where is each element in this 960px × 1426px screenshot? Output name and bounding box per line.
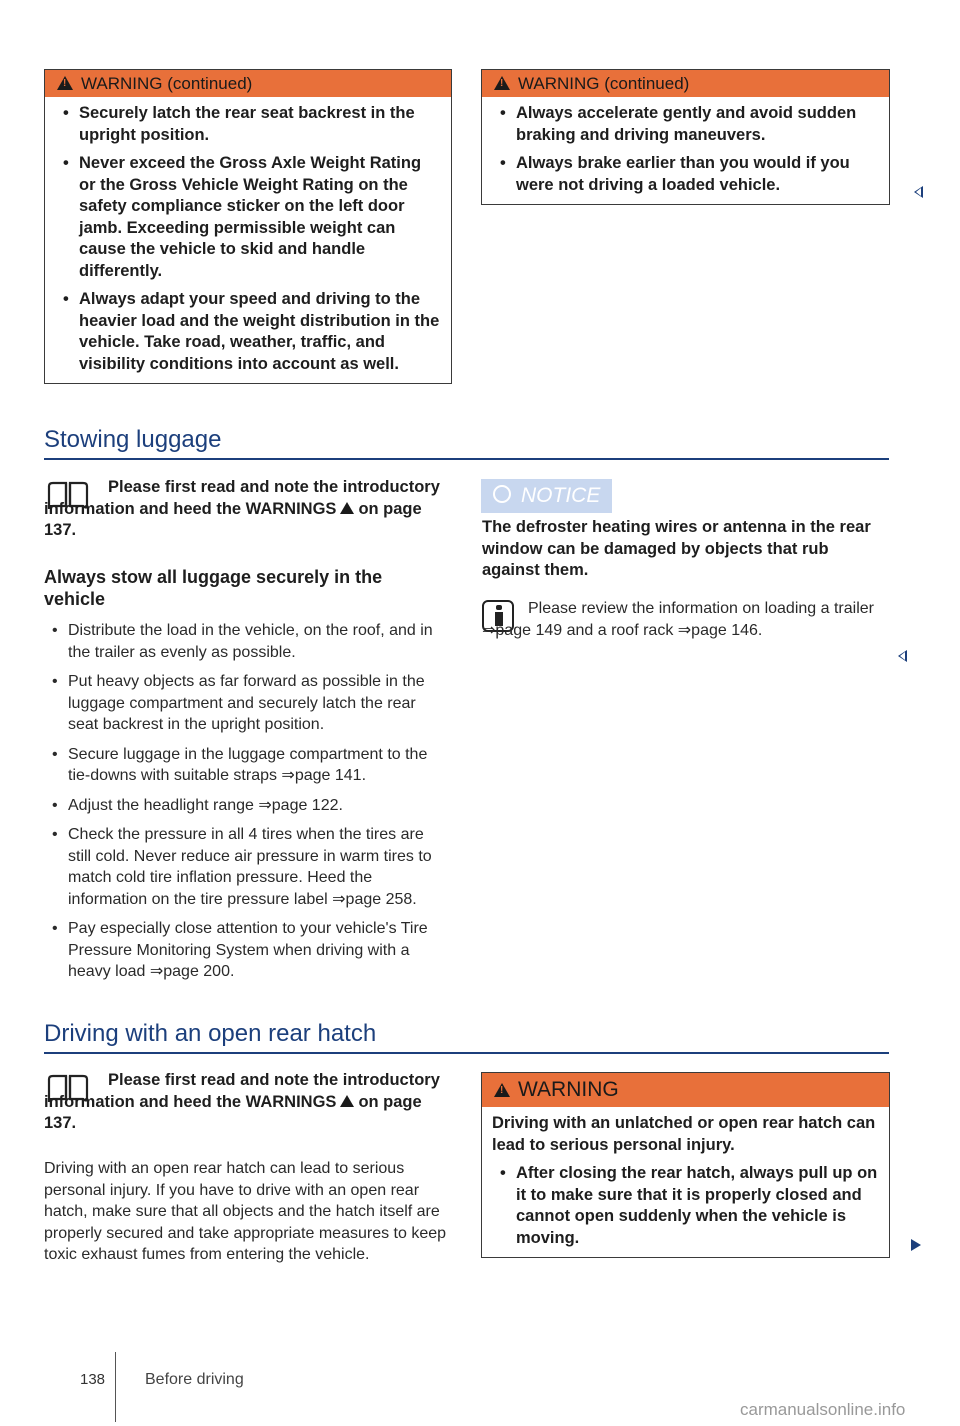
warning-header: !WARNING (continued) (482, 69, 889, 97)
warning-item: • After closing the rear hatch, always pull up on it to make sure that it is properly closed and cannot open suddenly when the vehicle is moving. (492, 1163, 879, 1249)
warning-header: !WARNING (continued) (45, 69, 451, 97)
warning-box-continued-right (481, 69, 890, 205)
list-item: • Put heavy objects as far forward as possible in the luggage compartment and securely latch the rear seat backrest in the upright position. (44, 671, 450, 736)
notice-text: The defroster heating wires or antenna in the rear window can be damaged by objects that rub against them. (482, 518, 871, 579)
list-item: • Pay especially close attention to your vehicle's Tire Pressure Monitoring System when driving with a heavy load ⇒page 200. (44, 918, 450, 983)
warning-item: • Always accelerate gently and avoid sudden braking and driving maneuvers. (492, 103, 879, 146)
warning-triangle-icon (494, 76, 510, 90)
notice-badge: NOTICE (481, 479, 612, 513)
footer-divider (115, 1352, 116, 1422)
warning-item: • Always adapt your speed and driving to the heavier load and the weight distribution in the vehicle. Take road, weather, traffic, and visibility conditions into account as well. (55, 289, 441, 375)
list-item: • Check the pressure in all 4 tires when the tires are still cold. Never reduce air pressure in warm tires to match cold tire inflation pressure. Heed the information on the tire pressure label ⇒page 258. (44, 824, 450, 910)
warning-triangle-icon (340, 1095, 354, 1107)
warning-item: • Never exceed the Gross Axle Weight Rating or the Gross Vehicle Weight Rating on the safety compliance sticker on the left door jamb. Exceeding permissible weight can cause the vehicle to skid and handle differently. (55, 153, 441, 282)
list-item: • Secure luggage in the luggage compartment to the tie-downs with suitable straps ⇒page 141. (44, 744, 450, 787)
continued-arrow-icon (911, 1239, 921, 1251)
info-text: Please review the information on loading a trailer ⇒page 149 and a roof rack ⇒page 146. (482, 600, 874, 639)
warning-triangle-icon (57, 76, 73, 90)
warning-triangle-icon (340, 502, 354, 514)
warning-item: • Always brake earlier than you would if you were not driving a loaded vehicle. (492, 153, 879, 196)
section-title-stowing: Stowing luggage (44, 426, 222, 453)
list-item: • Adjust the headlight range ⇒page 122. (44, 795, 450, 817)
warning-box-hatch (481, 1072, 890, 1258)
intro-note-hatch: Please first read and note the introductory information and heed the WARNINGS on page 137. (44, 1071, 440, 1132)
chapter-title: Before driving (145, 1371, 244, 1388)
end-of-section-icon (898, 650, 907, 662)
page-number: 138 (80, 1371, 106, 1388)
watermark: carmanualsonline.info (740, 1400, 906, 1419)
end-of-section-icon (914, 186, 923, 198)
warning-lead: Driving with an unlatched or open rear hatch can lead to serious personal injury. (492, 1114, 876, 1154)
section-rule (44, 458, 889, 460)
subheading-stow: Always stow all luggage securely in the vehicle (44, 567, 383, 609)
warning-item: • Securely latch the rear seat backrest in the upright position. (55, 103, 441, 146)
notice-circle-icon (493, 485, 511, 503)
warning-header: !WARNING (482, 1072, 889, 1107)
hatch-body-text: Driving with an open rear hatch can lead to serious personal injury. If you have to drive with an open rear hatch, make sure that all objects and the hatch itself are properly secured and take appropriate measures to keep toxic exhaust fumes from entering the vehicle. (44, 1160, 447, 1263)
intro-note-stowing: Please first read and note the introductory information and heed the WARNINGS on page 137. (44, 478, 440, 539)
warning-box-continued-left (44, 69, 452, 384)
section-rule (44, 1052, 889, 1054)
warning-triangle-icon (494, 1083, 510, 1097)
section-title-hatch: Driving with an open rear hatch (44, 1020, 377, 1047)
list-item: • Distribute the load in the vehicle, on the roof, and in the trailer as evenly as possible. (44, 620, 450, 663)
stowing-list (44, 620, 450, 991)
